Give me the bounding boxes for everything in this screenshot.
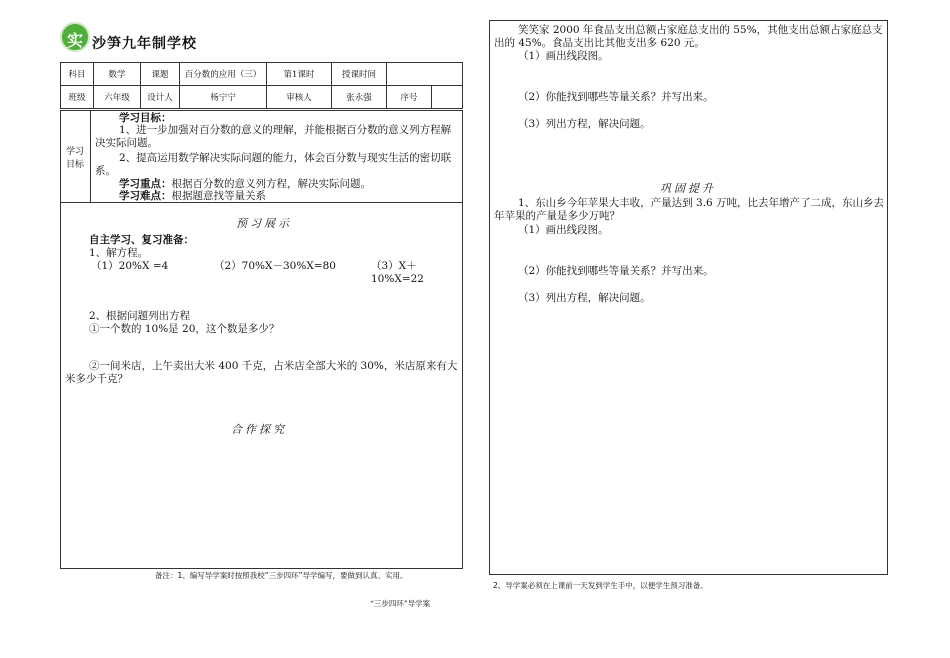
info-table (60, 62, 463, 109)
goal-1: 1、进一步加强对百分数的意义的理解，并能根据百分数的意义列方程解决实际问题。 (95, 124, 452, 149)
problem-2-step-1: （1）画出线段图。 (518, 224, 609, 236)
footer-note-left: 备注：1、编写导学案时按照我校“三步四环”导学编写，要做到认真、实用。 (155, 571, 408, 580)
designer-label: 设计人 (141, 86, 180, 109)
key-point-text: 根据百分数的意义列方程，解决实际问题。 (171, 178, 371, 190)
logo-glyph: 实 (66, 31, 83, 50)
school-name: 沙笋九年制学校 (92, 36, 197, 52)
teach-time-label: 授课时间 (332, 63, 387, 86)
consolidate-section-title: 巩固提升 (660, 182, 716, 195)
problem-2-step-3: （3）列出方程，解决问题。 (518, 292, 651, 304)
designer-value: 杨宁宁 (180, 86, 267, 109)
equation-3: （3）X＋10%X=22 (371, 260, 424, 285)
lesson-number: 第1课时 (267, 63, 332, 86)
key-point-label: 学习重点： (119, 178, 172, 190)
reviewer-label: 审核人 (267, 86, 332, 109)
preview-section-title: 预习展示 (236, 217, 292, 230)
problem-2-step-2: （2）你能找到哪些等量关系？并写出来。 (518, 265, 714, 277)
goal-2: 2、提高运用数学解决实际问题的能力，体会百分数与现实生活的密切联系。 (95, 152, 452, 177)
objectives-box (60, 110, 463, 203)
topic-value: 百分数的应用（三） (180, 63, 267, 86)
subject-value: 数学 (94, 63, 141, 86)
right-body-box (489, 20, 888, 575)
footer-center: “三步四环”导学案 (370, 599, 431, 608)
problem-1-step-3: （3）列出方程，解决问题。 (518, 118, 651, 130)
problem-1-step-2: （2）你能找到哪些等量关系？并写出来。 (518, 91, 714, 103)
info-row-1 (61, 63, 463, 86)
problem-1-step-1: （1）画出线段图。 (518, 50, 609, 62)
class-label: 班级 (61, 86, 94, 109)
subject-label: 科目 (61, 63, 94, 86)
difficulty-text: 根据题意找等量关系 (171, 190, 266, 202)
item-2: 2、根据问题列出方程 (89, 310, 191, 322)
problem-1: 笑笑家 2000 年食品支出总额占家庭总支出的 55%，其他支出总额占家庭总支出的 45%。食品支出比其他支出多 620 元。 (494, 24, 883, 49)
school-logo (60, 22, 90, 52)
serial-label: 序号 (387, 86, 432, 109)
question-1: ①一个数的 10%是 20，这个数是多少？ (89, 323, 280, 335)
objectives-title: 学习目标： (119, 112, 172, 124)
info-row-2 (61, 86, 463, 109)
explore-section-title: 合作探究 (231, 423, 287, 436)
class-value: 六年级 (94, 86, 141, 109)
reviewer-value: 张永强 (332, 86, 387, 109)
question-2: ②一间米店，上午卖出大米 400 千克，占米店全部大米的 30%，米店原来有大米多少千克？ (65, 360, 458, 385)
prep-heading: 自主学习、复习准备： (89, 234, 194, 246)
difficulty-label: 学习难点： (119, 190, 172, 202)
equation-2: （2）70%X－30%X=80 (214, 260, 336, 272)
objectives-side-label-2: 目标 (66, 160, 85, 170)
left-body-box (60, 202, 463, 569)
problem-2: 1、东山乡今年苹果大丰收，产量达到 3.6 万吨，比去年增产了二成，东山乡去年苹果的产量是多少万吨？ (494, 197, 885, 222)
equation-1: （1）20%X =4 (91, 260, 169, 272)
objectives-side-label-1: 学习 (66, 147, 85, 157)
footer-note-right: 2、导学案必须在上课前一天发到学生手中，以便学生预习准备。 (493, 581, 708, 590)
item-1: 1、解方程。 (89, 247, 149, 259)
topic-label: 课题 (141, 63, 180, 86)
serial-value (432, 86, 463, 109)
objectives-side-cell (60, 110, 91, 203)
teach-time-value (387, 63, 463, 86)
